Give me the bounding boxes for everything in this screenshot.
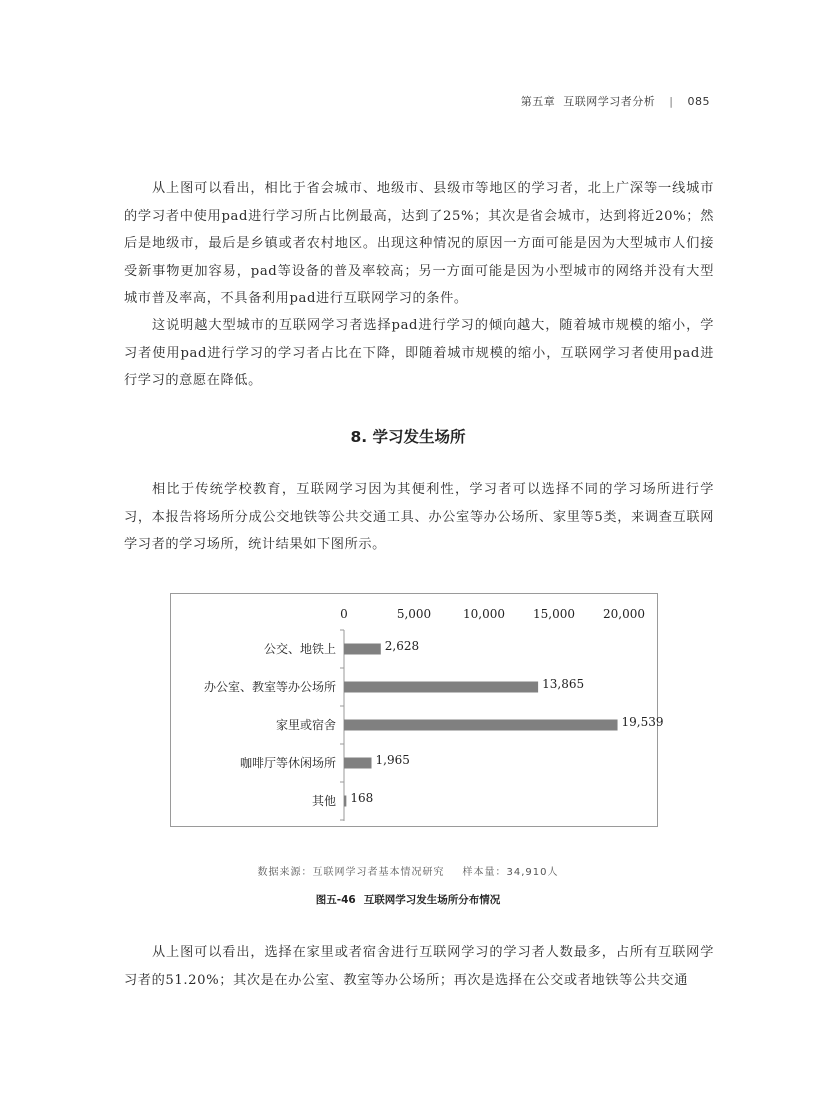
- x-tick-label: 0: [340, 607, 348, 621]
- paragraph-location-intro: 相比于传统学校教育，互联网学习因为其便利性，学习者可以选择不同的学习场所进行学习，本报告将场所分成公交地铁等公共交通工具、办公室等办公场所、家里等5类，来调查互联网学习者的学习场所，统计结果如下图所示。: [124, 482, 714, 552]
- figure-caption: [0, 892, 816, 907]
- value-label: 13,865: [542, 677, 585, 691]
- x-tick-label: 10,000: [463, 607, 505, 621]
- figure-source: [0, 863, 816, 878]
- caption-title: 互联网学习发生场所分布情况: [363, 894, 501, 906]
- bar: [344, 720, 618, 731]
- chapter-title: 互联网学习者分析: [563, 95, 656, 108]
- location-bar-chart: [170, 593, 664, 827]
- header-separator: |: [669, 94, 674, 108]
- paragraph-location-analysis: 从上图可以看出，选择在家里或者宿舍进行互联网学习的学习者人数最多，占所有互联网学习者的51.20%；其次是在办公室、教室等办公场所；再次是选择在公交或者地铁等公共交通: [124, 945, 714, 988]
- section-heading: 8. 学习发生场所: [350, 428, 466, 446]
- bar: [344, 796, 346, 807]
- x-tick-label: 5,000: [396, 607, 432, 621]
- source-label: 数据来源：互联网学习者基本情况研究: [257, 867, 445, 878]
- category-label: 咖啡厅等休闲场所: [239, 756, 336, 770]
- chart-svg: [171, 594, 664, 826]
- bar: [344, 758, 372, 769]
- x-tick-label: 15,000: [533, 607, 575, 621]
- page-number: 085: [687, 94, 710, 108]
- bar: [344, 682, 538, 693]
- value-label: 19,539: [621, 715, 664, 729]
- value-label: 1,965: [375, 753, 410, 767]
- category-label: 其他: [311, 794, 336, 808]
- running-header: [521, 93, 710, 109]
- category-label: 公交、地铁上: [263, 642, 336, 656]
- paragraph-city-conclusion: 这说明越大型城市的互联网学习者选择pad进行学习的倾向越大，随着城市规模的缩小，学习者使用pad进行学习的学习者占比在下降，即随着城市规模的缩小，互联网学习者使用pad进行学习的意愿在降低。: [124, 318, 714, 388]
- paragraph-city-analysis: 从上图可以看出，相比于省会城市、地级市、县级市等地区的学习者，北上广深等一线城市的学习者中使用pad进行学习所占比例最高，达到了25%；其次是省会城市，达到将近20%；然后是地级市，最后是乡镇或者农村地区。出现这种情况的原因一方面可能是因为大型城市人们接受新事物更加容易，pad等设备的普及率较高；另一方面可能是因为小型城市的网络并没有大型城市普及率高，不具备利用pad进行互联网学习的条件。: [124, 181, 714, 306]
- chapter-label: 第五章: [520, 95, 556, 108]
- category-label: 办公室、教室等办公场所: [203, 680, 336, 694]
- x-tick-label: 20,000: [603, 607, 645, 621]
- category-label: 家里或宿舍: [275, 718, 336, 732]
- value-label: 2,628: [384, 639, 420, 653]
- caption-number: 图五-46: [315, 894, 356, 906]
- sample-size-label: 样本量：34,910人: [462, 867, 559, 878]
- bar: [344, 644, 381, 655]
- value-label: 168: [350, 791, 374, 805]
